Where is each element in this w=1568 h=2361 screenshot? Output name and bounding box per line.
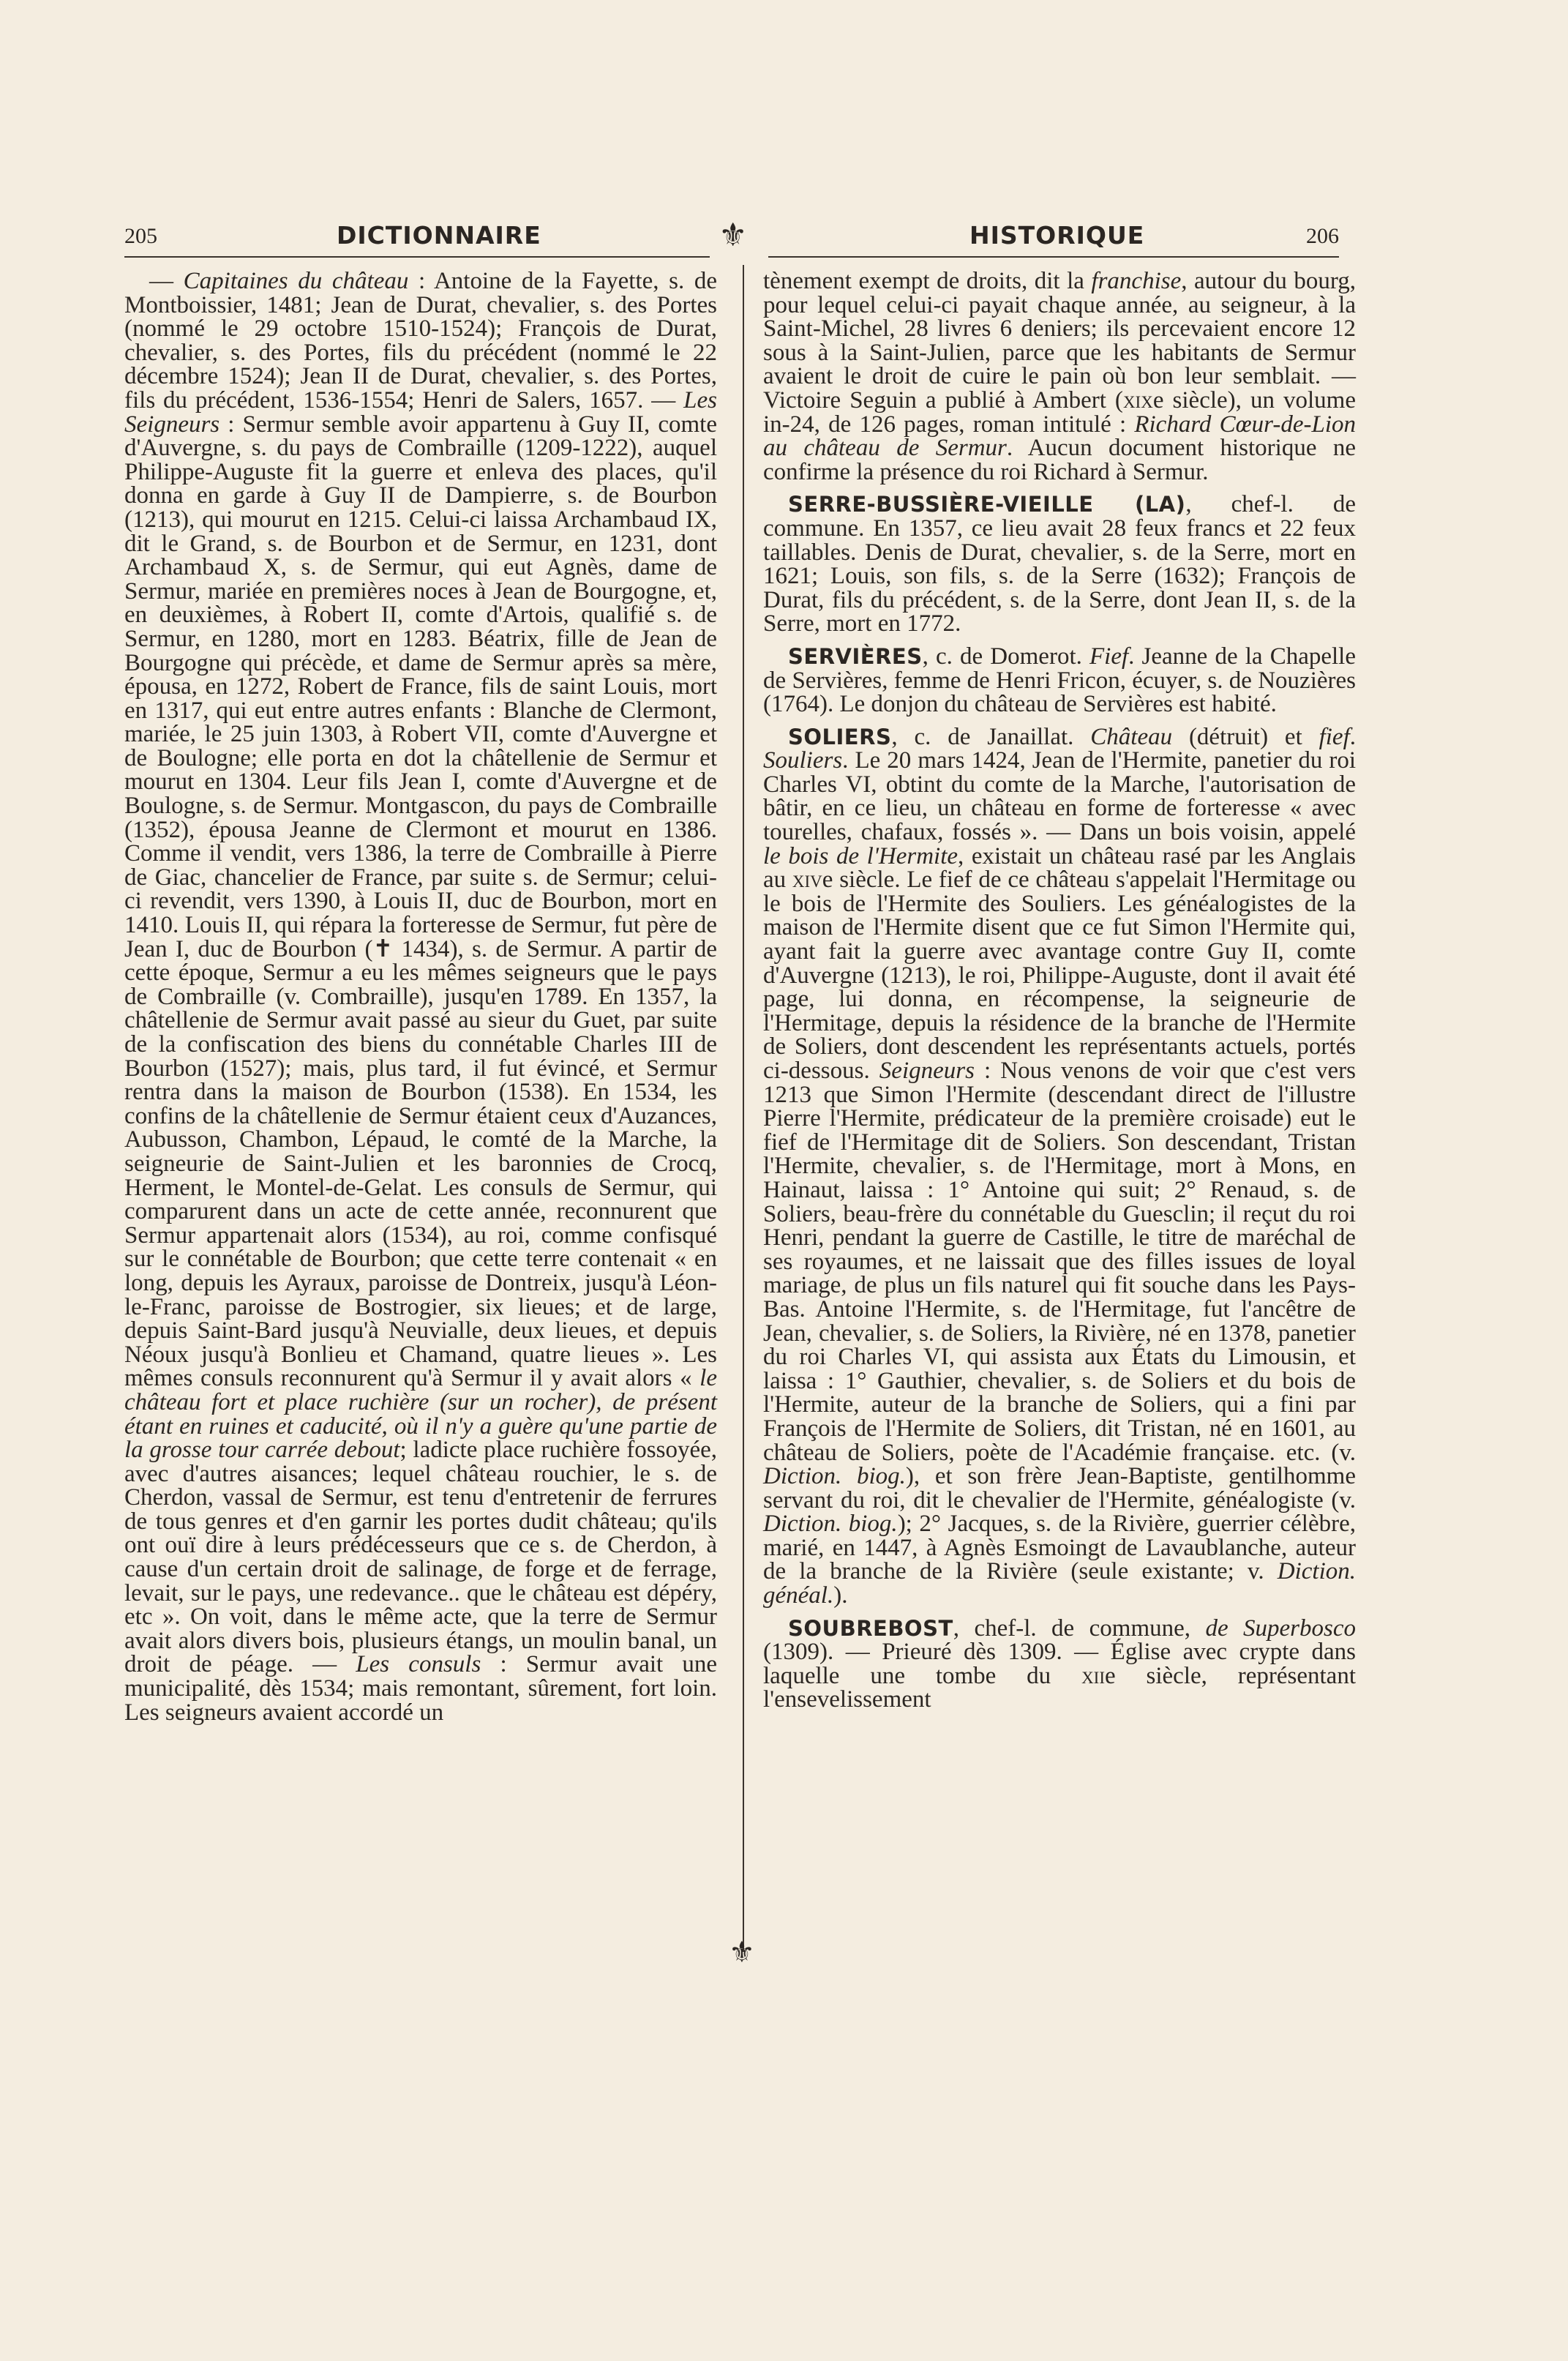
- entry-serre-bussiere-vieille: SERRE-BUSSIÈRE-VIEILLE (LA), chef-l. de commune. En 1357, ce lieu avait 28 feux francs et 22 feux taillables. Denis de Durat, chevalier, s. de la Serre, mort en 1621; Louis, son fils, s. de la Serre (1632); François de Durat, fils du précédent, s. de la Serre, dont Jean II, s. de la Serre, mort en 1772.: [763, 491, 1356, 637]
- running-title-right: HISTORIQUE: [969, 221, 1145, 250]
- fleur-de-lis-icon: ⚜: [719, 217, 748, 253]
- sermur-end-paragraph: tènement exempt de droits, dit la franchise, autour du bourg, pour lequel celui-ci payait chaque année, au seigneur, à la Saint-Michel, 28 livres 6 deniers; ils percevaient encore 12 sous à la Saint-Julien, parce que les habitants de Sermur avaient le droit de cuire le pain où bon leur semblait. — Victoire Seguin a publié à Ambert (xixe siècle), un volume in-24, de 126 pages, roman intitulé : Richard Cœur-de-Lion au château de Sermur. Aucun document historique ne confirme la présence du roi Richard à Sermur.: [763, 268, 1357, 485]
- right-column: [763, 269, 1356, 1721]
- column-divider: [743, 265, 744, 1952]
- entry-soubrebost: SOUBREBOST, chef-l. de commune, de Superbosco (1309). — Prieuré dès 1309. — Église avec crypte dans laquelle une tombe du xiie siècle, représentant l'ensevelissement: [763, 1614, 1357, 1713]
- entry-headword: SERVIÈRES: [788, 643, 923, 669]
- entry-soliers: SOLIERS, c. de Janaillat. Château (détruit) et fief. Souliers. Le 20 mars 1424, Jean de l'Hermite, panetier du roi Charles VI, obtint du comte de la Marche, l'autorisation de bâtir, en ce lieu, un château en forme de forteresse « avec tourelles, chafaux, fossés ». — Dans un bois voisin, appelé le bois de l'Hermite, existait un château rasé par les Anglais au xive siècle. Le fief de ce château s'appelait l'Hermitage ou le bois de l'Hermite des Souliers. Les généalogistes de la maison de l'Hermite disent que ce fut Simon l'Hermite qui, ayant fait la guerre avec avantage contre Guy II, comte d'Auvergne (1213), le roi, Philippe-Auguste, dont il avait été page, lui donna, en récompense, la seigneurie de l'Hermitage, depuis la résidence de la branche de l'Hermite de Soliers, dont descendent les représentants actuels, portés ci-dessous. Seigneurs : Nous venons de voir que c'est vers 1213 que Simon l'Hermite (descendant direct de l'illustre Pierre l'Hermite, prédicateur de la première croisade) eut le fief de l'Hermitage dit de Soliers. Son descendant, Tristan l'Hermite, chevalier, s. de l'Hermitage, mort à Mons, en Hainaut, laissa : 1° Antoine qui suit; 2° Renaud, s. de Soliers, beau-frère du connétable du Guesclin; il reçut du roi Henri, pendant la guerre de Castille, le titre de maréchal de ses royaumes, et ne laissait que des filles issues de loyal mariage, de plus un fils naturel qui fit souche dans les Pays-Bas. Antoine l'Hermite, s. de l'Hermitage, fut l'ancêtre de Jean, chevalier, s. de Soliers, la Rivière, né en 1378, panetier du roi Charles VI, qui assista aux États du Limousin, et laissa : 1° Gauthier, chevalier, s. de Soliers et du bois de l'Hermite, auteur de la branche de Soliers, qui a fini par François de l'Hermite de Soliers, dit Tristan, né en 1601, au château de Soliers, poète de l'Académie française. etc. (v. Diction. biog.), et son frère Jean-Baptiste, gentilhomme servant du roi, dit le chevalier de l'Hermite, généalogiste (v. Diction. biog.); 2° Jacques, s. de la Rivière, guerrier célèbre, marié, en 1447, à Agnès Esmoingt de Lavaublanche, auteur de la branche de la Rivière (seule existante; v. Diction. généal.).: [763, 723, 1357, 1609]
- page-header: [117, 217, 1339, 263]
- entry-headword: SOLIERS: [788, 724, 892, 749]
- fleur-de-lis-bottom-icon: ⚜: [729, 1936, 755, 1969]
- page-number-left: 205: [124, 224, 157, 248]
- left-column: [124, 269, 717, 1733]
- page-number-right: 206: [1306, 224, 1339, 248]
- entry-headword: SERRE-BUSSIÈRE-VIEILLE (LA): [788, 492, 1186, 517]
- entry-servieres: SERVIÈRES, c. de Domerot. Fief. Jeanne de la Chapelle de Servières, femme de Henri Fricon, écuyer, s. de Nouzières (1764). Le donjon du château de Servières est habité.: [763, 643, 1356, 718]
- header-rule-left: [124, 256, 710, 258]
- running-title-left: DICTIONNAIRE: [337, 221, 541, 250]
- header-rule-right: [768, 256, 1339, 258]
- entry-headword: SOUBREBOST: [788, 1615, 953, 1641]
- sermur-continuation-paragraph: — Capitaines du château : Antoine de la Fayette, s. de Montboissier, 1481; Jean de Durat, chevalier, s. des Portes (nommé le 29 octobre 1510-1524); François de Durat, chevalier, s. des Portes, fils du précédent (nommé le 22 décembre 1524); Jean II de Durat, chevalier, s. des Portes, fils du précédent, 1536-1554; Henri de Salers, 1657. — Les Seigneurs : Sermur semble avoir appartenu à Guy II, comte d'Auvergne, s. du pays de Combraille (1209-1222), auquel Philippe-Auguste fit la guerre et enleva des places, qu'il donna en garde à Guy II de Dampierre, s. de Bourbon (1213), qui mourut en 1215. Celui-ci laissa Archambaud IX, dit le Grand, s. de Bourbon et de Sermur, en 1231, dont Archambaud X, s. de Sermur, qui eut Agnès, dame de Sermur, mariée en premières noces à Jean de Bourgogne, et, en deuxièmes, à Robert II, comte d'Artois, qualifié s. de Sermur, en 1280, mort en 1283. Béatrix, fille de Jean de Bourgogne qui précède, et dame de Sermur après sa mère, épousa, en 1272, Robert de France, fils de saint Louis, mort en 1317, qui eut entre autres enfants : Blanche de Clermont, mariée, le 25 juin 1303, à Robert VII, comte d'Auvergne et de Boulogne; elle porta en dot la châtellenie de Sermur et mourut en 1304. Leur fils Jean I, comte d'Auvergne et de Boulogne, s. de Sermur. Montgascon, du pays de Combraille (1352), épousa Jeanne de Clermont et mourut en 1386. Comme il vendit, vers 1386, la terre de Combraille à Pierre de Giac, chancelier de France, par suite s. de Sermur; celui-ci revendit, vers 1390, à Louis II, duc de Bourbon, mort en 1410. Louis II, qui répara la forteresse de Sermur, fut père de Jean I, duc de Bourbon (✝ 1434), s. de Sermur. A partir de cette époque, Sermur a eu les mêmes seigneurs que le pays de Combraille (v. Combraille), jusqu'en 1789. En 1357, la châtellenie de Sermur avait passé au sieur du Guet, par suite de la confiscation des biens du connétable Charles III de Bourbon (1527); mais, plus tard, il fut évincé, et Sermur rentra dans la maison de Bourbon (1538). En 1534, les confins de la châtellenie de Sermur étaient ceux d'Auzances, Aubusson, Chambon, Lépaud, le comté de la Marche, la seigneurie de Saint-Julien et les baronnies de Crocq, Herment, le Montel-de-Gelat. Les consuls de Sermur, qui comparurent dans un acte de cette année, reconnurent que Sermur appartenait alors (1534), au roi, comme confisqué sur le connétable de Bourbon; que cette terre contenait « en long, depuis les Ayraux, paroisse de Dontreix, jusqu'à Léon-le-Franc, paroisse de Bostrogier, six lieues; et de large, depuis Saint-Bard jusqu'à Neuvialle, deux lieues, et depuis Néoux jusqu'à Bonlieu et Chamand, quatre lieues ». Les mêmes consuls reconnurent qu'à Sermur il y avait alors « le château fort et place ruchière (sur un rocher), de présent étant en ruines et caducité, où il n'y a guère qu'une partie de la grosse tour carrée debout; ladicte place ruchière fossoyée, avec d'autres aisances; lequel château rouchier, le s. de Cherdon, vassal de Sermur, est tenu d'entretenir de ferrures de tous genres et d'en garnir les portes dudit château; qu'ils ont ouï dire à leurs prédécesseurs que ce s. de Cherdon, à cause d'un certain droit de salinage, de forge et de ferrage, levait, sur le pays, une redevance.. que le château est dépéry, etc ». On voit, dans le même acte, que la terre de Sermur avait alors divers bois, plusieurs étangs, un moulin banal, un droit de péage. — Les consuls : Sermur avait une municipalité, dès 1534; mais remontant, sûrement, fort loin. Les seigneurs avaient accordé un: [124, 268, 718, 1726]
